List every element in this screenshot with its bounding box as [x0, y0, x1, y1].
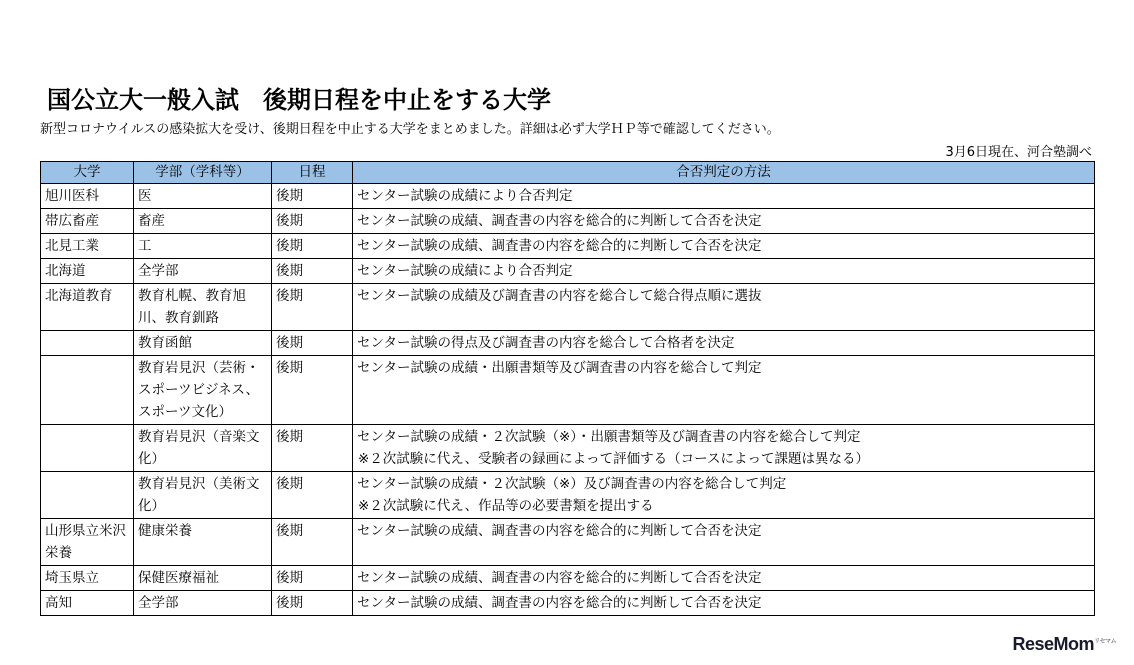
cell-faculty: 工: [134, 234, 272, 259]
table-row: [41, 284, 1095, 331]
table-row: [41, 356, 1095, 425]
cell-university: [41, 356, 134, 425]
cell-schedule: 後期: [272, 566, 353, 591]
cell-faculty: 教育岩見沢（美術文化）: [134, 472, 272, 519]
cell-faculty: 医: [134, 184, 272, 209]
cell-method: [353, 425, 1095, 472]
header-schedule: 日程: [272, 162, 353, 184]
cell-university: 山形県立米沢栄養: [41, 519, 134, 566]
cell-method: [353, 472, 1095, 519]
cell-university: 旭川医科: [41, 184, 134, 209]
cell-faculty: 健康栄養: [134, 519, 272, 566]
cell-method: センター試験の成績により合否判定: [353, 259, 1095, 284]
logo-text: ReseMom: [1012, 634, 1095, 654]
table-header-row: [41, 162, 1095, 184]
cell-university: 帯広畜産: [41, 209, 134, 234]
cell-schedule: 後期: [272, 331, 353, 356]
cell-method: センター試験の成績、調査書の内容を総合的に判断して合否を決定: [353, 519, 1095, 566]
cell-university: 北見工業: [41, 234, 134, 259]
cell-method: センター試験の成績、調査書の内容を総合的に判断して合否を決定: [353, 591, 1095, 616]
table-row: [41, 425, 1095, 472]
table-row: [41, 472, 1095, 519]
table-row: [41, 259, 1095, 284]
source-note: 3月6日現在、河合塾調べ: [945, 145, 1092, 160]
method-note: ※２次試験に代え、受験者の録画によって評価する（コースによって課題は異なる）: [358, 451, 869, 467]
cell-university: [41, 425, 134, 472]
page-subtitle: 新型コロナウイルスの感染拡大を受け、後期日程を中止する大学をまとめました。詳細は必ず大学ＨＰ等で確認してください。: [40, 122, 780, 137]
table-row: [41, 331, 1095, 356]
universities-table: [40, 161, 1095, 616]
cell-method: センター試験の成績、調査書の内容を総合的に判断して合否を決定: [353, 209, 1095, 234]
header-university: 大学: [41, 162, 134, 184]
cell-method: センター試験の成績、調査書の内容を総合的に判断して合否を決定: [353, 234, 1095, 259]
table-row: [41, 209, 1095, 234]
cell-faculty: 保健医療福祉: [134, 566, 272, 591]
cell-method: センター試験の成績及び調査書の内容を総合して総合得点順に選抜: [353, 284, 1095, 331]
cell-faculty: 教育函館: [134, 331, 272, 356]
method-note: ※２次試験に代え、作品等の必要書類を提出する: [358, 498, 654, 514]
cell-schedule: 後期: [272, 356, 353, 425]
cell-university: 埼玉県立: [41, 566, 134, 591]
header-faculty: 学部（学科等）: [134, 162, 272, 184]
cell-university: [41, 331, 134, 356]
table-row: [41, 234, 1095, 259]
cell-schedule: 後期: [272, 284, 353, 331]
table-row: [41, 519, 1095, 566]
table-row: [41, 184, 1095, 209]
table-row: [41, 566, 1095, 591]
cell-method: センター試験の成績、調査書の内容を総合的に判断して合否を決定: [353, 566, 1095, 591]
cell-faculty: 教育岩見沢（音楽文化）: [134, 425, 272, 472]
cell-schedule: 後期: [272, 425, 353, 472]
cell-method: センター試験の得点及び調査書の内容を総合して合格者を決定: [353, 331, 1095, 356]
cell-university: 高知: [41, 591, 134, 616]
cell-schedule: 後期: [272, 519, 353, 566]
cell-method: センター試験の成績により合否判定: [353, 184, 1095, 209]
header-method: 合否判定の方法: [353, 162, 1095, 184]
cell-schedule: 後期: [272, 209, 353, 234]
cell-schedule: 後期: [272, 591, 353, 616]
cell-faculty: 全学部: [134, 259, 272, 284]
resemom-logo: [1013, 634, 1116, 655]
cell-faculty: 畜産: [134, 209, 272, 234]
page-title: 国公立大一般入試 後期日程を中止をする大学: [47, 86, 551, 114]
cell-university: 北海道教育: [41, 284, 134, 331]
cell-faculty: 全学部: [134, 591, 272, 616]
cell-faculty: 教育岩見沢（芸術・スポーツビジネス、スポーツ文化）: [134, 356, 272, 425]
cell-schedule: 後期: [272, 184, 353, 209]
cell-schedule: 後期: [272, 472, 353, 519]
cell-university: 北海道: [41, 259, 134, 284]
cell-method: センター試験の成績・出願書類等及び調査書の内容を総合して判定: [353, 356, 1095, 425]
cell-schedule: 後期: [272, 259, 353, 284]
method-text: センター試験の成績・２次試験（※）・出願書類等及び調査書の内容を総合して判定: [357, 429, 861, 445]
table-row: [41, 591, 1095, 616]
cell-schedule: 後期: [272, 234, 353, 259]
cell-faculty: 教育札幌、教育旭川、教育釧路: [134, 284, 272, 331]
method-text: センター試験の成績・２次試験（※）及び調査書の内容を総合して判定: [357, 476, 787, 492]
logo-small-text: リセマム: [1094, 639, 1116, 645]
cell-university: [41, 472, 134, 519]
